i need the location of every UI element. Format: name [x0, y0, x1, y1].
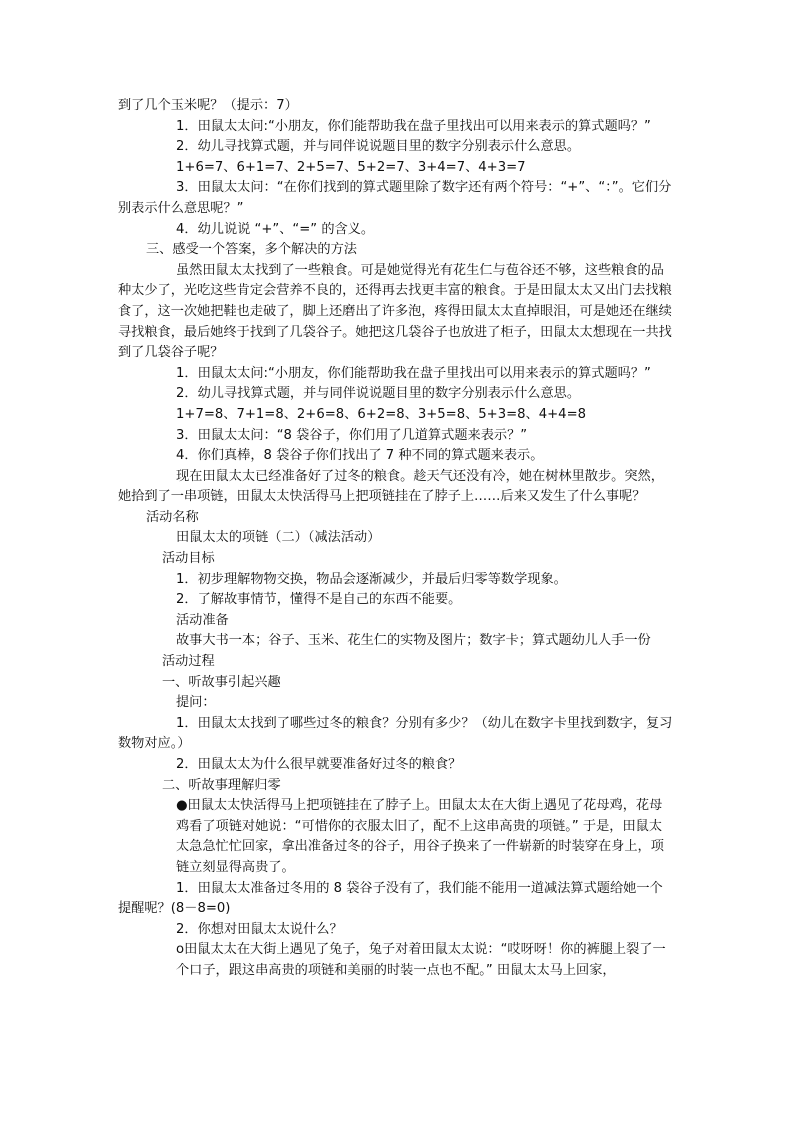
section-heading: 一、听故事引起兴趣: [162, 674, 281, 690]
paragraph: 1．田鼠太太问:“小朋友，你们能帮助我在盘子里找出可以用来表示的算式题吗？”: [176, 118, 651, 134]
paragraph: 现在田鼠太太已经准备好了过冬的粮食。趁天气还没有冷，她在树林里散步。突然，她拾到了一串项链，田鼠太太快活得马上把项链挂在了脖子上……后来又发生了什么事呢？: [118, 468, 664, 505]
paragraph: 虽然田鼠太太找到了一些粮食。可是她觉得光有花生仁与苞谷还不够，这些粮食的品种太少了，光吃这些肯定会营养不良的，还得再去找更丰富的粮食。于是田鼠太太又出门去找粮食了，这一次她把鞋也走破了，脚上还磨出了许多泡，疼得田鼠太太直掉眼泪，可是她还在继续寻找粮食，最后她终于找到了几袋谷子。她把这几袋谷子也放进了柜子，田鼠太太想现在一共找到了几袋谷子呢？: [118, 262, 672, 361]
paragraph: 到了几个玉米呢？（提示：7）: [118, 98, 298, 113]
paragraph: 1．田鼠太太找到了哪些过冬的粮食？分别有多少？（幼儿在数字卡里找到数字，复习数物对应。）: [118, 715, 673, 752]
equation-list: 1+7=8、7+1=8、2+6=8、6+2=8、3+5=8、5+3=8、4+4=8: [176, 406, 587, 422]
activity-title: 田鼠太太的项链（二）（减法活动）: [176, 530, 381, 546]
section-heading: 三、感受一个答案，多个解决的方法: [146, 242, 357, 258]
equation-list: 1+6=7、6+1=7、2+5=7、5+2=7、3+4=7、4+3=7: [176, 159, 526, 175]
paragraph: 1．田鼠太太问:“小朋友，你们能帮助我在盘子里找出可以用来表示的算式题吗？”: [176, 365, 651, 381]
paragraph: 4．幼儿说说 “+”、“=” 的含义。: [176, 221, 375, 237]
section-heading: 活动准备: [176, 612, 229, 628]
paragraph: 3．田鼠太太问：“在你们找到的算式题里除了数字还有两个符号：“+”、“：”。它们分别表示什么意思呢？”: [118, 180, 672, 216]
section-heading: 活动目标: [162, 551, 215, 567]
paragraph: 4．你们真棒，8 袋谷子你们找出了 7 种不同的算式题来表示。: [176, 448, 544, 464]
paragraph: 1．田鼠太太准备过冬用的 8 袋谷子没有了，我们能不能用一道减法算式题给她一个提醒呢？(8－8=0): [118, 880, 663, 917]
document-body: [118, 96, 674, 982]
paragraph: 2．幼儿寻找算式题，并与同伴说说题目里的数字分别表示什么意思。: [176, 386, 581, 402]
paragraph: 2．幼儿寻找算式题，并与同伴说说题目里的数字分别表示什么意思。: [176, 139, 581, 155]
paragraph: 故事大书一本；谷子、玉米、花生仁的实物及图片；数字卡；算式题幼儿人手一份: [176, 633, 651, 649]
paragraph: 2．了解故事情节，懂得不是自己的东西不能要。: [176, 592, 462, 608]
section-heading: 活动名称: [146, 509, 199, 525]
section-heading: 二、听故事理解归零: [162, 777, 281, 793]
paragraph: 1．初步理解物物交换，物品会逐渐减少，并最后归零等数学现象。: [176, 571, 567, 587]
story-paragraph: ●田鼠太太快活得马上把项链挂在了脖子上。田鼠太太在大街上遇见了花母鸡，花母鸡看了项链对她说：“可惜你的衣服太旧了，配不上这串高贵的项链。” 于是，田鼠太太急急忙忙回家，拿出准备过冬的谷子，用谷子换来了一件崭新的时装穿在身上，项链立刻显得高贵了。: [176, 798, 664, 875]
paragraph: 2．田鼠太太为什么很早就要准备好过冬的粮食？: [176, 757, 462, 772]
section-heading: 活动过程: [162, 654, 215, 670]
paragraph: 3．田鼠太太问：“8 袋谷子，你们用了几道算式题来表示？”: [176, 427, 528, 443]
paragraph: 提问：: [176, 695, 216, 711]
paragraph: 2．你想对田鼠太太说什么？: [176, 921, 343, 937]
story-paragraph: o田鼠太太在大街上遇见了兔子，兔子对着田鼠太太说：“哎呀呀！你的裤腿上裂了一个口子，跟这串高贵的项链和美丽的时装一点也不配。” 田鼠太太马上回家，: [176, 942, 666, 978]
